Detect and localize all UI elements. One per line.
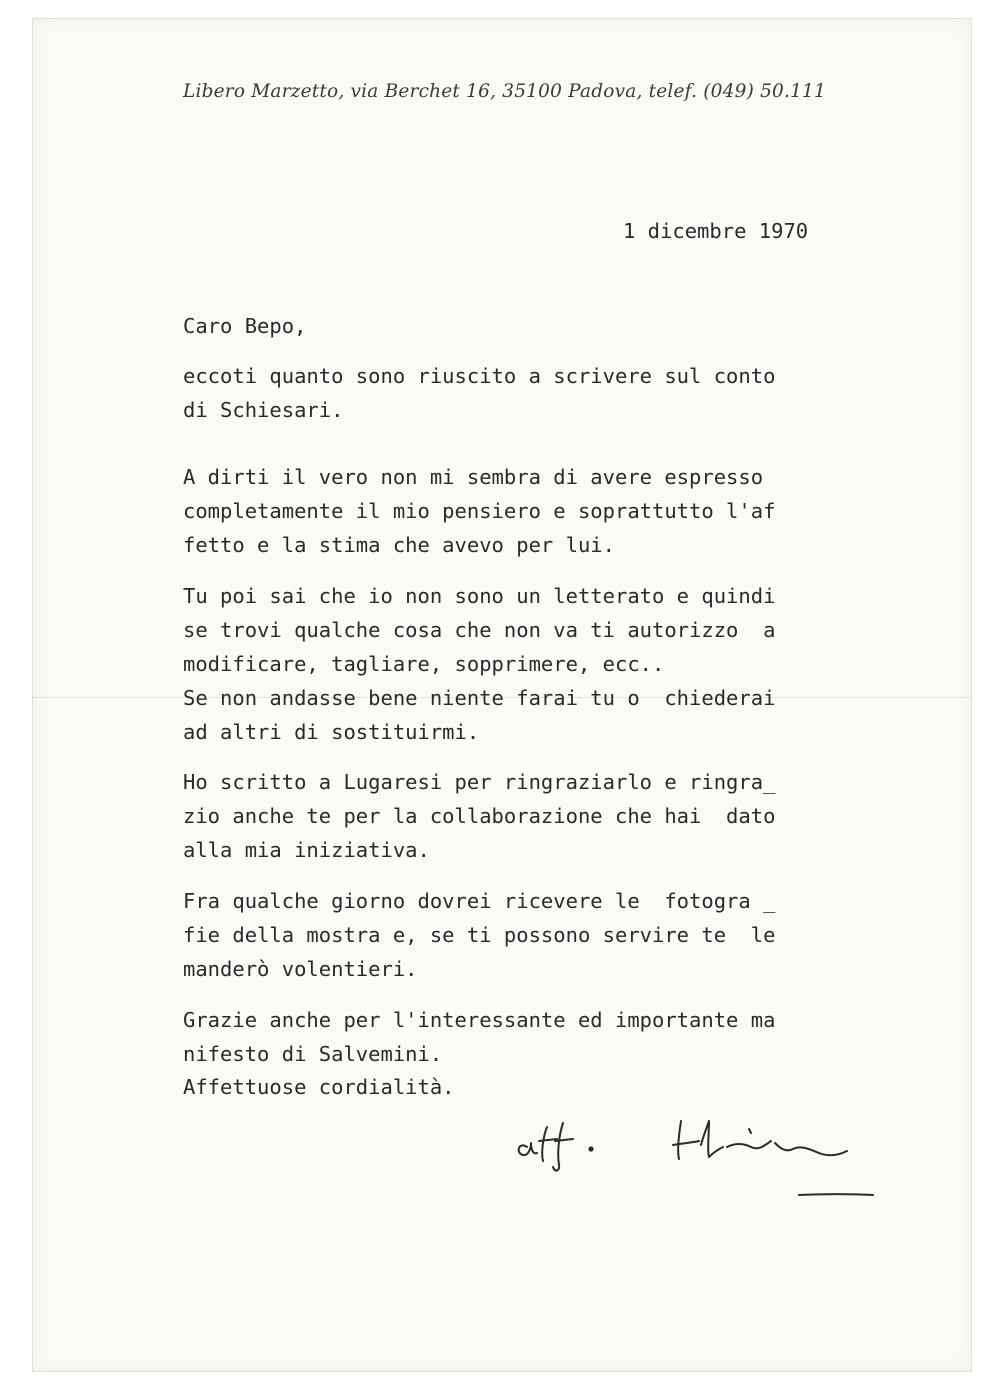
letter-date: 1 dicembre 1970 bbox=[623, 219, 809, 243]
text-line: di Schiesari. bbox=[183, 398, 344, 422]
paragraph-1 bbox=[183, 359, 775, 427]
handwritten-signature bbox=[513, 1109, 893, 1219]
paragraph-2 bbox=[183, 460, 775, 562]
text-line: fetto e la stima che avevo per lui. bbox=[183, 533, 615, 557]
salutation: Caro Bepo, bbox=[183, 314, 307, 338]
text-line: Fra qualche giorno dovrei ricevere le fotogra _ bbox=[183, 889, 776, 913]
text-line: zio anche te per la collaborazione che hai dato bbox=[183, 804, 776, 828]
text-line: manderò volentieri. bbox=[183, 957, 418, 981]
text-line: A dirti il vero non mi sembra di avere espresso bbox=[183, 465, 764, 489]
paragraph-5 bbox=[183, 884, 775, 986]
text-line: Tu poi sai che io non sono un letterato e quindi bbox=[183, 584, 776, 608]
text-line: ad altri di sostituirmi. bbox=[183, 720, 480, 744]
paragraph-3 bbox=[183, 579, 775, 749]
text-line: alla mia iniziativa. bbox=[183, 838, 430, 862]
text-line: modificare, tagliare, sopprimere, ecc.. bbox=[183, 652, 665, 676]
text-line: nifesto di Salvemini. bbox=[183, 1042, 443, 1066]
text-line: eccoti quanto sono riuscito a scrivere sul conto bbox=[183, 364, 776, 388]
text-line: completamente il mio pensiero e soprattutto l'af bbox=[183, 499, 776, 523]
letter-page bbox=[32, 18, 972, 1372]
text-line: fie della mostra e, se ti possono servire te le bbox=[183, 923, 776, 947]
text-line: Ho scritto a Lugaresi per ringraziarlo e ringra_ bbox=[183, 770, 776, 794]
text-line: Se non andasse bene niente farai tu o chiederai bbox=[183, 686, 776, 710]
closing: Affettuose cordialità. bbox=[183, 1075, 455, 1099]
letterhead: Libero Marzetto, via Berchet 16, 35100 Padova, telef. (049) 50.111 bbox=[183, 81, 826, 102]
text-line: Grazie anche per l'interessante ed importante ma bbox=[183, 1008, 776, 1032]
paragraph-6 bbox=[183, 1003, 775, 1071]
paragraph-4 bbox=[183, 765, 775, 867]
text-line: se trovi qualche cosa che non va ti autorizzo a bbox=[183, 618, 776, 642]
